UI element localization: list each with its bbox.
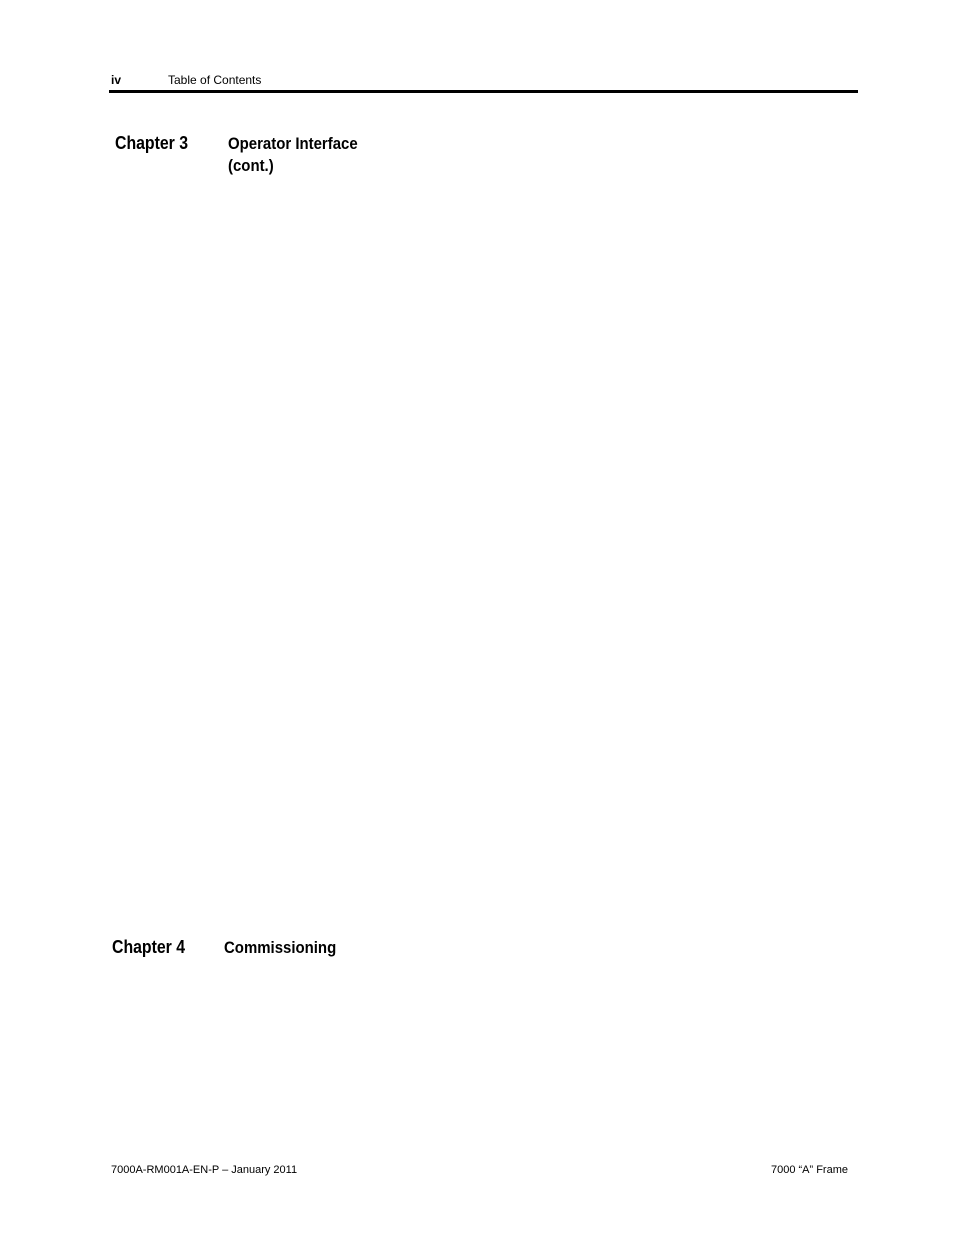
header-title: Table of Contents [168, 73, 262, 87]
header-page-number: iv [111, 73, 122, 87]
chapter-4-title [224, 937, 336, 959]
footer-product: 7000 “A” Frame [770, 1164, 848, 1176]
chapter-3-title-line2: (cont.) [228, 156, 274, 175]
footer-publication: 7000A-RM001A-EN-P – January 2011 [111, 1164, 298, 1176]
chapter-3-label: Chapter 3 [115, 133, 189, 153]
chapter-3-title [228, 133, 358, 177]
chapter-3-title-line1: Operator Interface [228, 134, 358, 153]
chapter-4-title-line1: Commissioning [224, 938, 337, 957]
chapter-4-label: Chapter 4 [112, 937, 186, 957]
header-rule [109, 90, 858, 93]
